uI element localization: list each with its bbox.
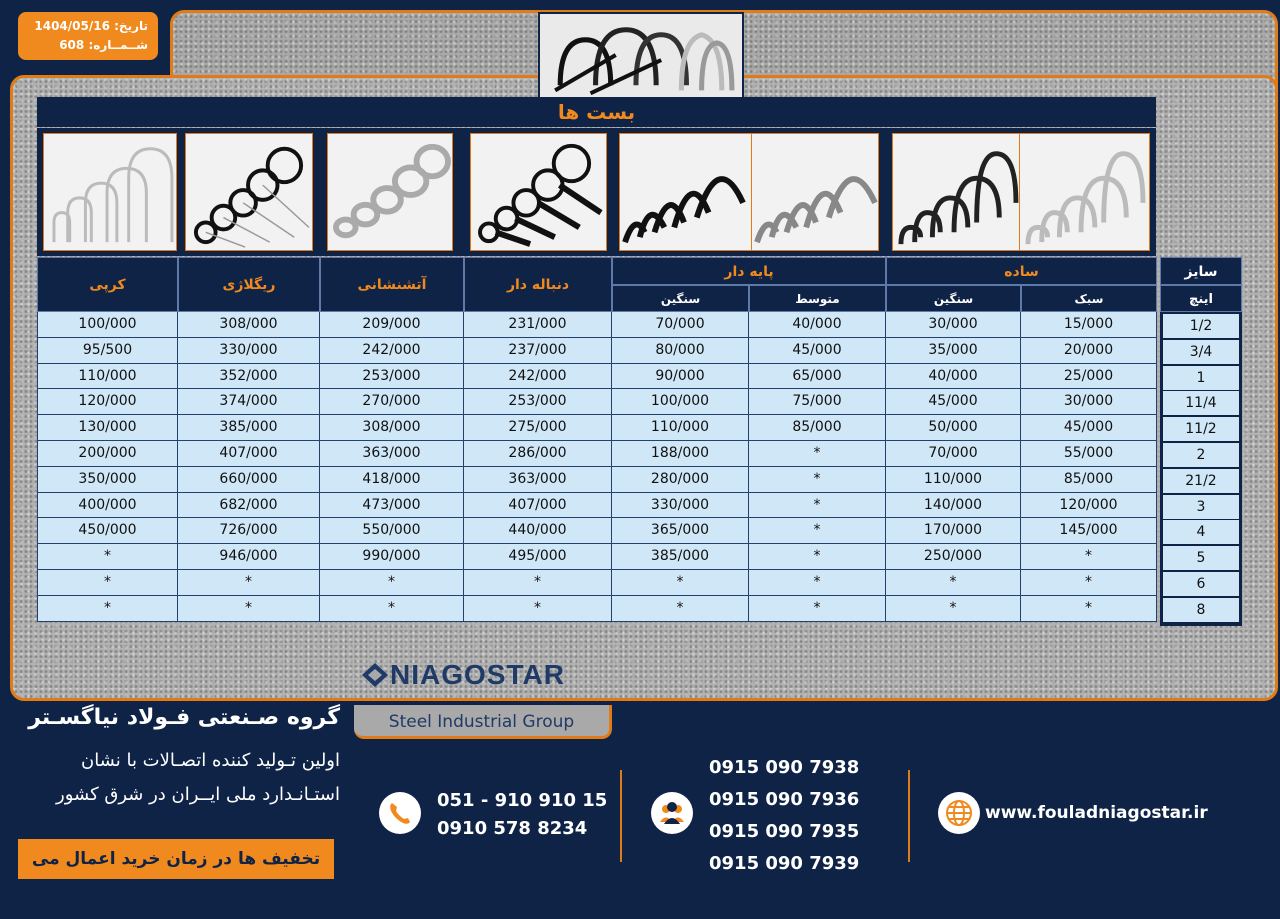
price-cell-karpi: 350/000 [37,467,178,493]
price-cell-atash: 990/000 [320,544,464,570]
price-cell-sabok: 85/000 [1021,467,1157,493]
price-cell-atash: * [320,570,464,596]
brand-logo: NIAGOSTAR [390,659,565,690]
table-row [37,570,1157,596]
price-cell-rigalazi: 660/000 [178,467,320,493]
price-cell-motevaset: * [749,544,886,570]
price-cell-sabok: 15/000 [1021,312,1157,338]
price-cell-sangin: * [886,596,1021,622]
size-cell: 21/2 [1163,469,1239,493]
size-cell: 8 [1163,598,1239,622]
price-cell-motevaset: * [749,467,886,493]
price-cell-donbale: 407/000 [464,493,612,519]
header-karpi: کرپی [37,257,178,312]
price-cell-sangin: * [886,570,1021,596]
page-title: بست ها [37,97,1156,127]
divider-right [908,770,910,862]
price-cell-payedar-sangin: 80/000 [612,338,749,364]
header-donbaledar: دنباله دار [464,257,612,312]
price-cell-rigalazi: * [178,570,320,596]
table-row [37,312,1157,338]
number-line: شــمــاره: 608 [59,38,148,52]
price-cell-karpi: * [37,570,178,596]
header-rigalazi: ریگلاژی [178,257,320,312]
table-row [37,338,1157,364]
price-cell-donbale: 440/000 [464,518,612,544]
payedar-heavy-clamp-image [619,133,752,251]
price-cell-rigalazi: 374/000 [178,389,320,415]
price-cell-sangin: 35/000 [886,338,1021,364]
price-cell-donbale: 231/000 [464,312,612,338]
price-cell-payedar-sangin: 188/000 [612,441,749,467]
price-cell-karpi: * [37,544,178,570]
tagline-line-2: استـانـدارد ملی ایــران در شرق کشور [56,784,340,805]
price-cell-donbale: * [464,596,612,622]
brand-block [360,655,610,735]
price-cell-donbale: 495/000 [464,544,612,570]
price-cell-motevaset: 40/000 [749,312,886,338]
price-cell-karpi: 110/000 [37,364,178,390]
price-cell-motevaset: 85/000 [749,415,886,441]
phone-icon [379,792,421,834]
divider-left [620,770,622,862]
price-cell-karpi: * [37,596,178,622]
price-cell-payedar-sangin: 385/000 [612,544,749,570]
table-row [37,415,1157,441]
price-cell-sabok: * [1021,596,1157,622]
price-cell-donbale: 286/000 [464,441,612,467]
price-cell-sabok: 30/000 [1021,389,1157,415]
date-line: تاریخ: 1404/05/16 [34,19,148,33]
price-cell-atash: 253/000 [320,364,464,390]
price-cell-atash: 242/000 [320,338,464,364]
atashneshani-clamp-image [327,133,453,251]
price-cell-rigalazi: * [178,596,320,622]
sadeh-light-clamp-image [1019,133,1150,251]
size-cell: 4 [1163,520,1239,544]
price-cell-motevaset: 65/000 [749,364,886,390]
price-cell-rigalazi: 385/000 [178,415,320,441]
globe-icon [938,792,980,834]
header-sadeh-sangin: سنگین [886,285,1021,312]
price-cell-donbale: 253/000 [464,389,612,415]
price-cell-donbale: 363/000 [464,467,612,493]
table-row [37,596,1157,622]
size-cell: 11/4 [1163,391,1239,415]
price-cell-payedar-sangin: 70/000 [612,312,749,338]
niagostar-logo-icon [362,663,388,687]
tagline-line-1: اولین تـولید کننده اتصـالات با نشان [80,750,340,771]
price-cell-sangin: 170/000 [886,518,1021,544]
price-cell-karpi: 120/000 [37,389,178,415]
mobile-phone[interactable]: 0910 578 8234 [437,818,588,839]
price-cell-motevaset: * [749,596,886,622]
price-cell-sabok: 55/000 [1021,441,1157,467]
price-cell-sabok: 25/000 [1021,364,1157,390]
table-row [37,544,1157,570]
header-inch: اینچ [1160,285,1242,312]
size-cell: 11/2 [1163,417,1239,441]
price-cell-motevaset: * [749,518,886,544]
rigalazi-clamp-image [185,133,313,251]
price-cell-payedar-sangin: 90/000 [612,364,749,390]
price-cell-motevaset: * [749,570,886,596]
clamps-hero-image [538,12,744,102]
price-cell-sabok: 120/000 [1021,493,1157,519]
header-payedar: پایه دار [612,257,886,285]
size-cell: 6 [1163,572,1239,596]
price-cell-atash: 209/000 [320,312,464,338]
price-cell-payedar-sangin: * [612,596,749,622]
mobile-number[interactable]: 0915 090 7939 [709,853,860,874]
header-payedar-sangin: سنگین [612,285,749,312]
price-cell-sabok: 20/000 [1021,338,1157,364]
table-row [37,364,1157,390]
price-cell-atash: 308/000 [320,415,464,441]
size-cell: 3/4 [1163,340,1239,364]
price-cell-payedar-sangin: 110/000 [612,415,749,441]
price-cell-rigalazi: 352/000 [178,364,320,390]
header-size: سایز [1160,257,1242,285]
price-cell-payedar-sangin: 330/000 [612,493,749,519]
header-sadeh: ساده [886,257,1157,285]
size-cell: 1/2 [1163,314,1239,338]
price-cell-sangin: 140/000 [886,493,1021,519]
size-column [1160,312,1242,626]
price-cell-rigalazi: 726/000 [178,518,320,544]
price-cell-sabok: 145/000 [1021,518,1157,544]
website-link[interactable]: www.fouladniagostar.ir [985,803,1208,823]
sadeh-heavy-clamp-image [892,133,1020,251]
price-cell-rigalazi: 330/000 [178,338,320,364]
table-row [37,518,1157,544]
size-cell: 5 [1163,546,1239,570]
price-cell-sabok: * [1021,570,1157,596]
price-cell-atash: 550/000 [320,518,464,544]
price-cell-sangin: 110/000 [886,467,1021,493]
price-cell-donbale: * [464,570,612,596]
price-cell-payedar-sangin: 100/000 [612,389,749,415]
price-cell-motevaset: 45/000 [749,338,886,364]
price-cell-sangin: 45/000 [886,389,1021,415]
table-row [37,493,1157,519]
price-cell-donbale: 242/000 [464,364,612,390]
mobile-number[interactable]: 0915 090 7938 [709,757,860,778]
size-cell: 3 [1163,495,1239,519]
price-cell-payedar-sangin: 280/000 [612,467,749,493]
price-cell-sangin: 50/000 [886,415,1021,441]
price-cell-atash: 270/000 [320,389,464,415]
price-cell-sabok: 45/000 [1021,415,1157,441]
price-cell-karpi: 400/000 [37,493,178,519]
price-cell-sabok: * [1021,544,1157,570]
table-row [37,389,1157,415]
price-cell-atash: * [320,596,464,622]
price-cell-motevaset: 75/000 [749,389,886,415]
header-atashneshani: آتشنشانی [320,257,464,312]
size-cell: 2 [1163,443,1239,467]
price-cell-karpi: 95/500 [37,338,178,364]
price-cell-atash: 418/000 [320,467,464,493]
price-cell-donbale: 237/000 [464,338,612,364]
header-sadeh-sabok: سبک [1021,285,1157,312]
price-cell-payedar-sangin: * [612,570,749,596]
size-cell: 1 [1163,366,1239,390]
price-cell-atash: 473/000 [320,493,464,519]
price-cell-rigalazi: 682/000 [178,493,320,519]
payedar-medium-clamp-image [751,133,879,251]
price-cell-motevaset: * [749,493,886,519]
header-payedar-motevaset: متوسط [749,285,886,312]
price-cell-rigalazi: 946/000 [178,544,320,570]
price-cell-rigalazi: 308/000 [178,312,320,338]
price-cell-sangin: 40/000 [886,364,1021,390]
mobile-number[interactable]: 0915 090 7935 [709,821,860,842]
price-cell-karpi: 450/000 [37,518,178,544]
price-cell-atash: 363/000 [320,441,464,467]
price-cell-karpi: 130/000 [37,415,178,441]
price-cell-sangin: 30/000 [886,312,1021,338]
price-cell-sangin: 70/000 [886,441,1021,467]
price-cell-karpi: 100/000 [37,312,178,338]
landline-phone[interactable]: 051 - 910 910 15 [437,790,608,811]
price-cell-motevaset: * [749,441,886,467]
price-cell-payedar-sangin: 365/000 [612,518,749,544]
price-cell-donbale: 275/000 [464,415,612,441]
brand-subtitle: Steel Industrial Group [354,705,612,739]
price-cell-rigalazi: 407/000 [178,441,320,467]
discount-banner: تخفیف ها در زمان خرید اعمال می شود [18,839,334,879]
price-cell-karpi: 200/000 [37,441,178,467]
mobile-number[interactable]: 0915 090 7936 [709,789,860,810]
company-name: گروه صـنعتی فـولاد نیاگسـتر [28,705,340,730]
table-row [37,467,1157,493]
people-icon [651,792,693,834]
price-cell-sangin: 250/000 [886,544,1021,570]
donbaledar-clamp-image [470,133,607,251]
date-box [18,12,158,60]
table-row [37,441,1157,467]
karpi-clamp-image [43,133,177,251]
product-images-row [37,128,1156,256]
